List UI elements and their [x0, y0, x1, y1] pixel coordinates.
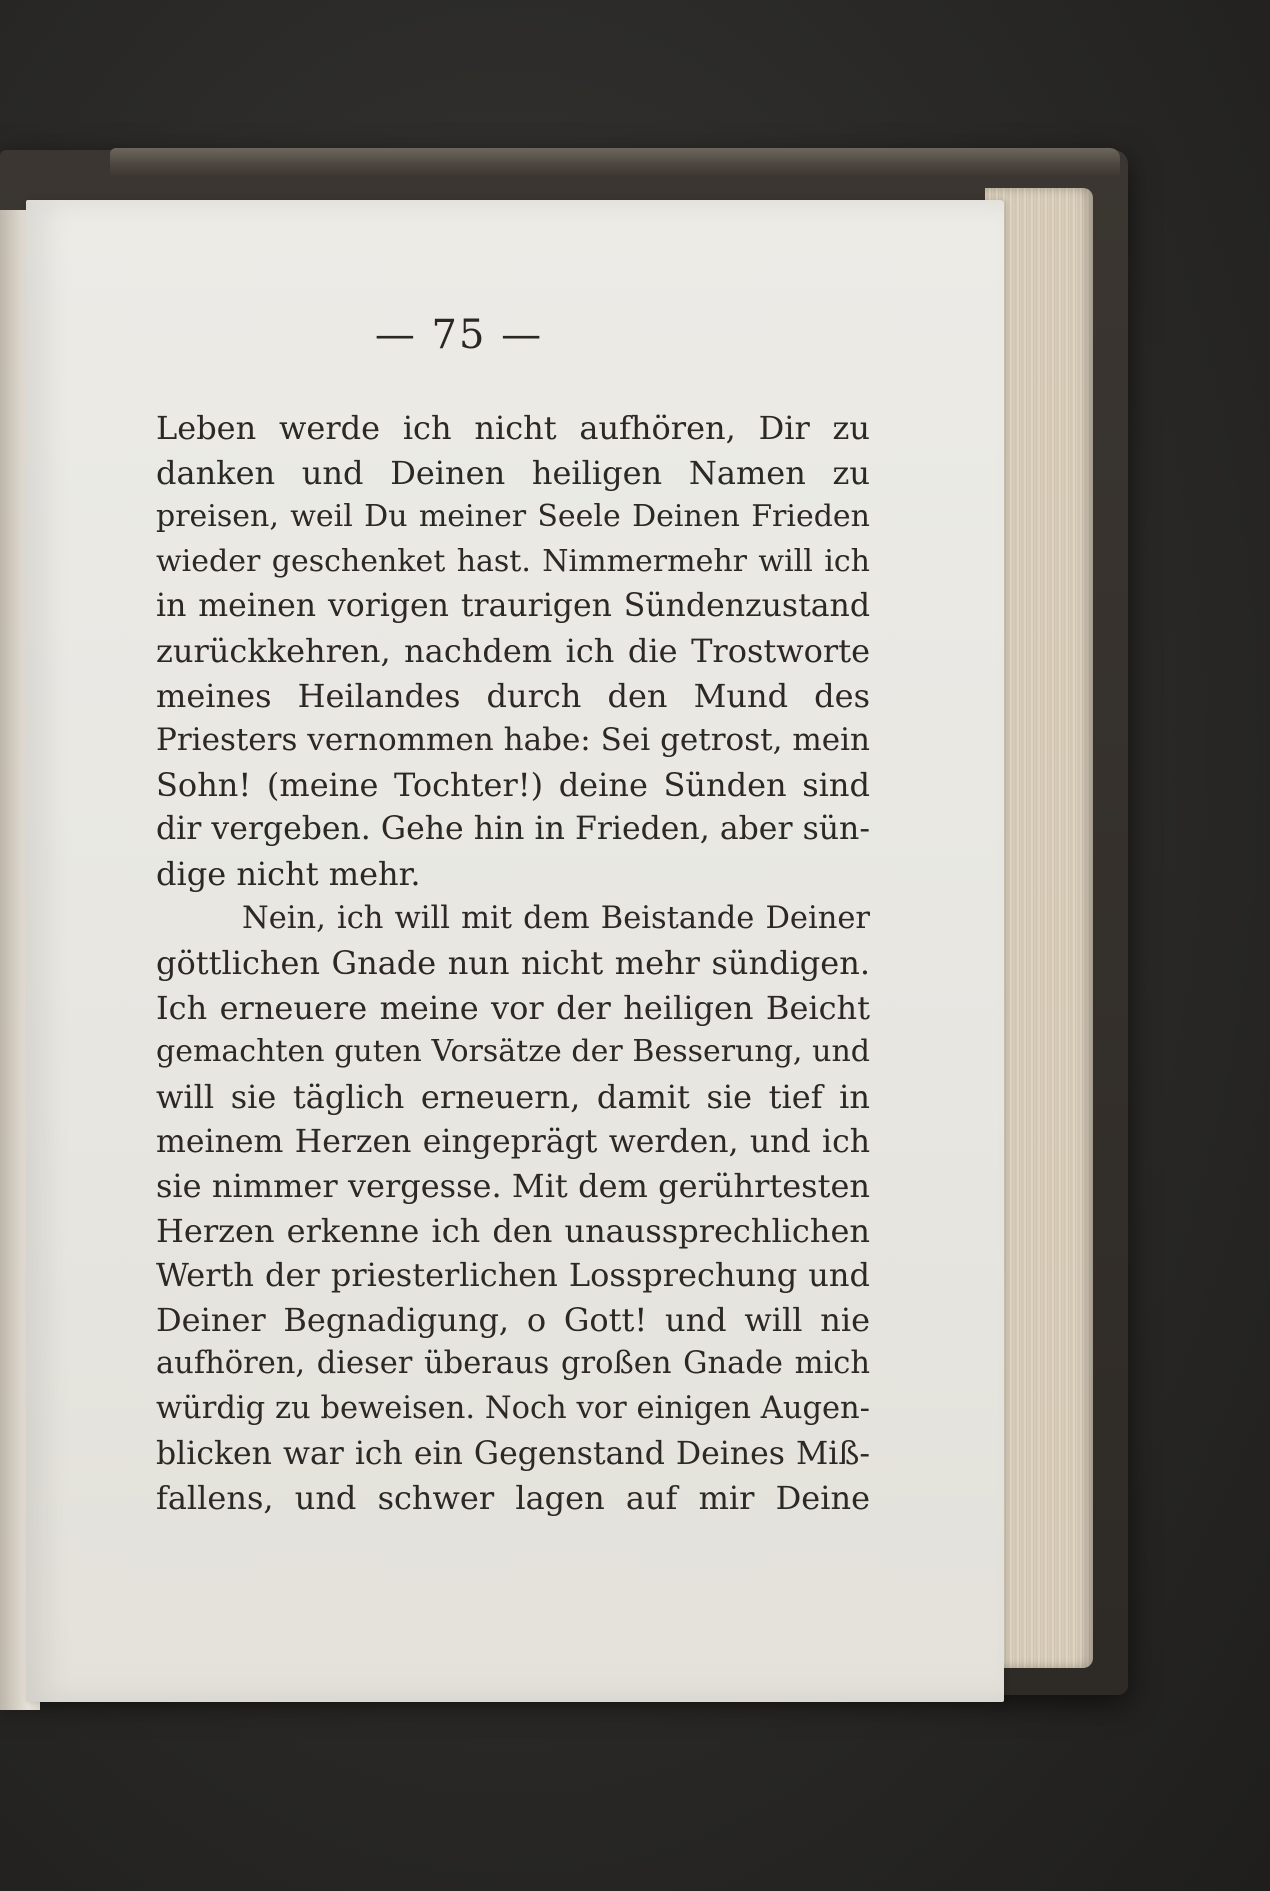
text-line: Nein, ich will mit dem Beistande Deiner	[242, 900, 870, 936]
text-line: fallens, und schwer lagen auf mir Deine	[156, 1479, 870, 1518]
text-line: zurückkehren, nachdem ich die Trostworte	[156, 631, 870, 670]
text-line: Sohn! (meine Tochter!) deine Sünden sind	[156, 765, 870, 804]
text-line: dige nicht mehr.	[156, 854, 421, 893]
page-text	[156, 406, 870, 1521]
text-line: Ich erneuere meine vor der heiligen Beicht	[156, 988, 870, 1027]
text-line: Leben werde ich nicht aufhören, Dir zu	[156, 409, 870, 447]
text-line: preisen, weil Du meiner Seele Deinen Frieden	[156, 499, 870, 535]
text-line: aufhören, dieser überaus großen Gnade mich	[156, 1346, 870, 1382]
text-line: danken und Deinen heiligen Namen zu	[156, 453, 870, 492]
text-line: sie nimmer vergesse. Mit dem gerührtesten	[156, 1167, 870, 1206]
text-line: Deiner Begnadigung, o Gott! und will nie	[156, 1300, 870, 1339]
text-line: dir vergeben. Gehe hin in Frieden, aber sün-	[156, 811, 870, 848]
book-page	[26, 200, 1004, 1702]
text-line: würdig zu beweisen. Noch vor einigen Augen-	[156, 1391, 870, 1427]
text-line: will sie täglich erneuern, damit sie tief in	[156, 1077, 870, 1116]
text-line: göttlichen Gnade nun nicht mehr sündigen.	[156, 944, 870, 983]
text-line: Werth der priesterlichen Lossprechung und	[156, 1256, 870, 1295]
book-cover-top-edge	[110, 148, 1120, 176]
text-line: gemachten guten Vorsätze der Besserung, und	[156, 1034, 870, 1070]
text-line: meinem Herzen eingeprägt werden, und ich	[156, 1123, 870, 1160]
text-line: Herzen erkenne ich den unaussprechlichen	[156, 1211, 870, 1250]
page-number: — 75 —	[374, 312, 544, 358]
text-line: meines Heilandes durch den Mund des	[156, 676, 870, 715]
text-line: wieder geschenket hast. Nimmermehr will ich	[156, 543, 870, 579]
text-line: blicken war ich ein Gegenstand Deines Miß-	[156, 1435, 870, 1472]
text-line: Priesters vernommen habe: Sei getrost, mein	[156, 722, 870, 759]
text-line: in meinen vorigen traurigen Sündenzustand	[156, 588, 870, 625]
